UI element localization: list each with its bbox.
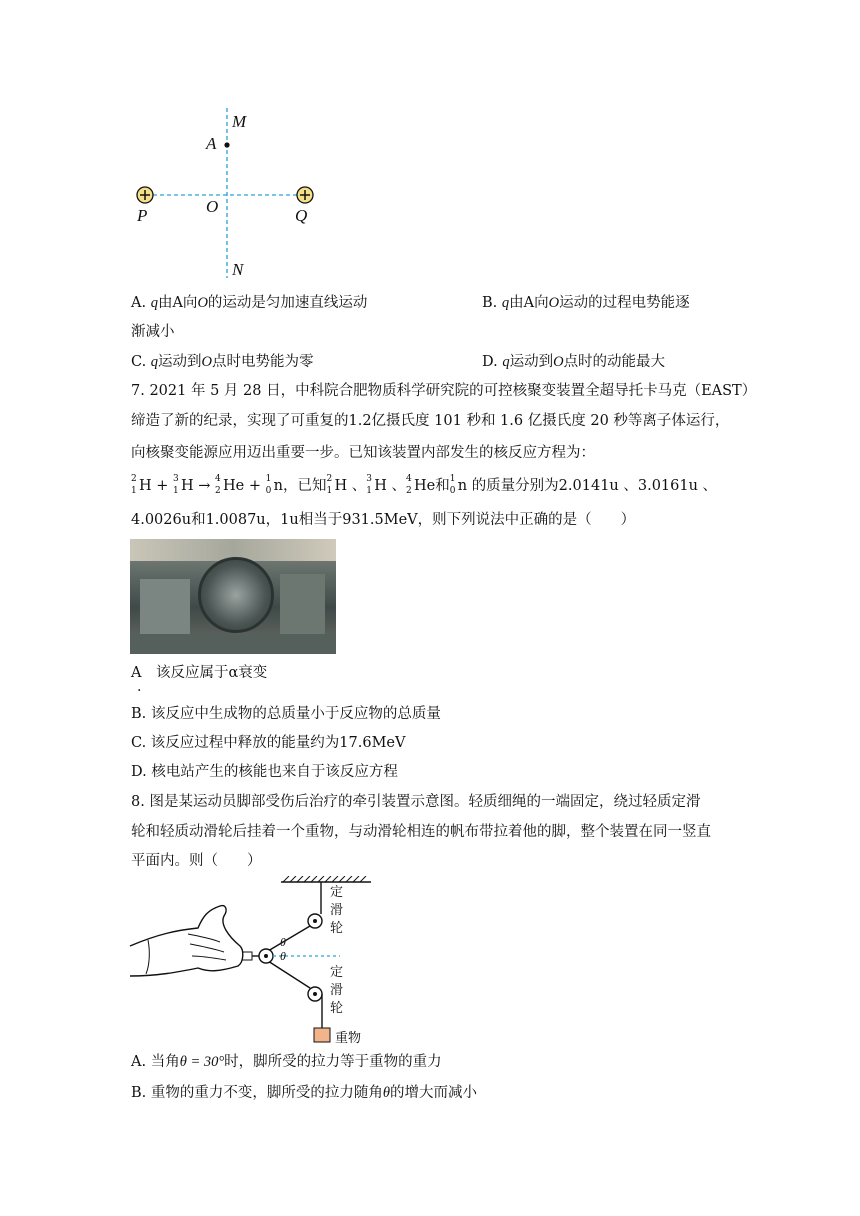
q7-option-c[interactable]: C. 该反应过程中释放的能量约为17.6MeV <box>131 735 406 751</box>
q6-option-c[interactable]: C. q运动到O点时电势能为零 <box>131 354 314 370</box>
label-q: Q <box>295 206 308 225</box>
label-o: O <box>206 197 219 216</box>
q8-option-b[interactable]: B. 重物的重力不变，脚所受的拉力随角θ的增大而减小 <box>131 1085 477 1101</box>
point-a-dot <box>224 142 229 147</box>
east-tokamak-photo <box>130 539 336 654</box>
q7-option-a[interactable]: A 该反应属于α衰变 <box>131 665 268 681</box>
theta-label-lower: θ <box>280 949 286 963</box>
theta-label-upper: θ <box>280 935 286 949</box>
charge-p-icon <box>137 187 153 203</box>
label-a: A <box>206 134 217 153</box>
q6-option-b[interactable]: B. q由A向O运动的过程电势能逐 <box>482 295 690 311</box>
q6-option-d[interactable]: D. q运动到O点时的动能最大 <box>482 354 666 370</box>
label-n: N <box>232 260 244 279</box>
weight-block <box>314 1028 330 1042</box>
lower-pulley-label: 定滑轮 <box>330 965 344 1016</box>
q7-option-a-dot: ． <box>137 679 152 695</box>
q8-stem-line3: 平面内。则（ ） <box>131 853 262 869</box>
q6-option-b-cont: 渐减小 <box>131 324 175 340</box>
charge-q-icon <box>297 187 313 203</box>
q7-option-b[interactable]: B. 该反应中生成物的总质量小于反应物的总质量 <box>131 706 441 722</box>
q6-option-a[interactable]: A. q由A向O的运动是匀加速直线运动 <box>131 295 368 311</box>
upper-pulley-label: 定滑轮 <box>330 885 344 936</box>
q7-stem-line3: 向核聚变能源应用迈出重要一步。已知该装置内部发生的核反应方程为： <box>131 445 595 461</box>
label-m: M <box>232 112 247 131</box>
injured-foot-icon <box>130 906 243 976</box>
q8-option-a[interactable]: A. 当角θ = 30°时，脚所受的拉力等于重物的重力 <box>131 1054 442 1070</box>
q7-option-d[interactable]: D. 核电站产生的核能也来自于该反应方程 <box>131 764 398 780</box>
charge-field-diagram <box>125 100 325 285</box>
q7-nuclear-equation: 2 1 H + 3 1 H → 4 2 He + 1 0 n，已知 2 1 H 、 3 1 H 、 4 2 He和 1 0 n 的质量分别为2.0141u 、3.0161u 、 <box>131 474 718 496</box>
q8-stem-line2: 轮和轻质动滑轮后挂着一个重物，与动滑轮相连的帆布带拉着他的脚，整个装置在同一竖直 <box>131 824 711 840</box>
weight-label: 重物 <box>335 1031 362 1046</box>
q7-stem-line1: 7. 2021 年 5 月 28 日，中科院合肥物质科学研究院的可控核聚变装置全超导托卡马克（EAST） <box>131 383 757 399</box>
label-p: P <box>137 206 148 225</box>
q7-stem-line5: 4.0026u和1.0087u，1u相当于931.5MeV，则下列说法中正确的是（ ） <box>131 512 636 528</box>
q7-stem-line2: 缔造了新的纪录，实现了可重复的1.2亿摄氏度 101 秒和 1.6 亿摄氏度 20 秒等离子体运行， <box>131 413 730 429</box>
q8-stem-line1: 8. 图是某运动员脚部受伤后治疗的牵引装置示意图。轻质细绳的一端固定，绕过轻质定滑 <box>131 794 701 810</box>
